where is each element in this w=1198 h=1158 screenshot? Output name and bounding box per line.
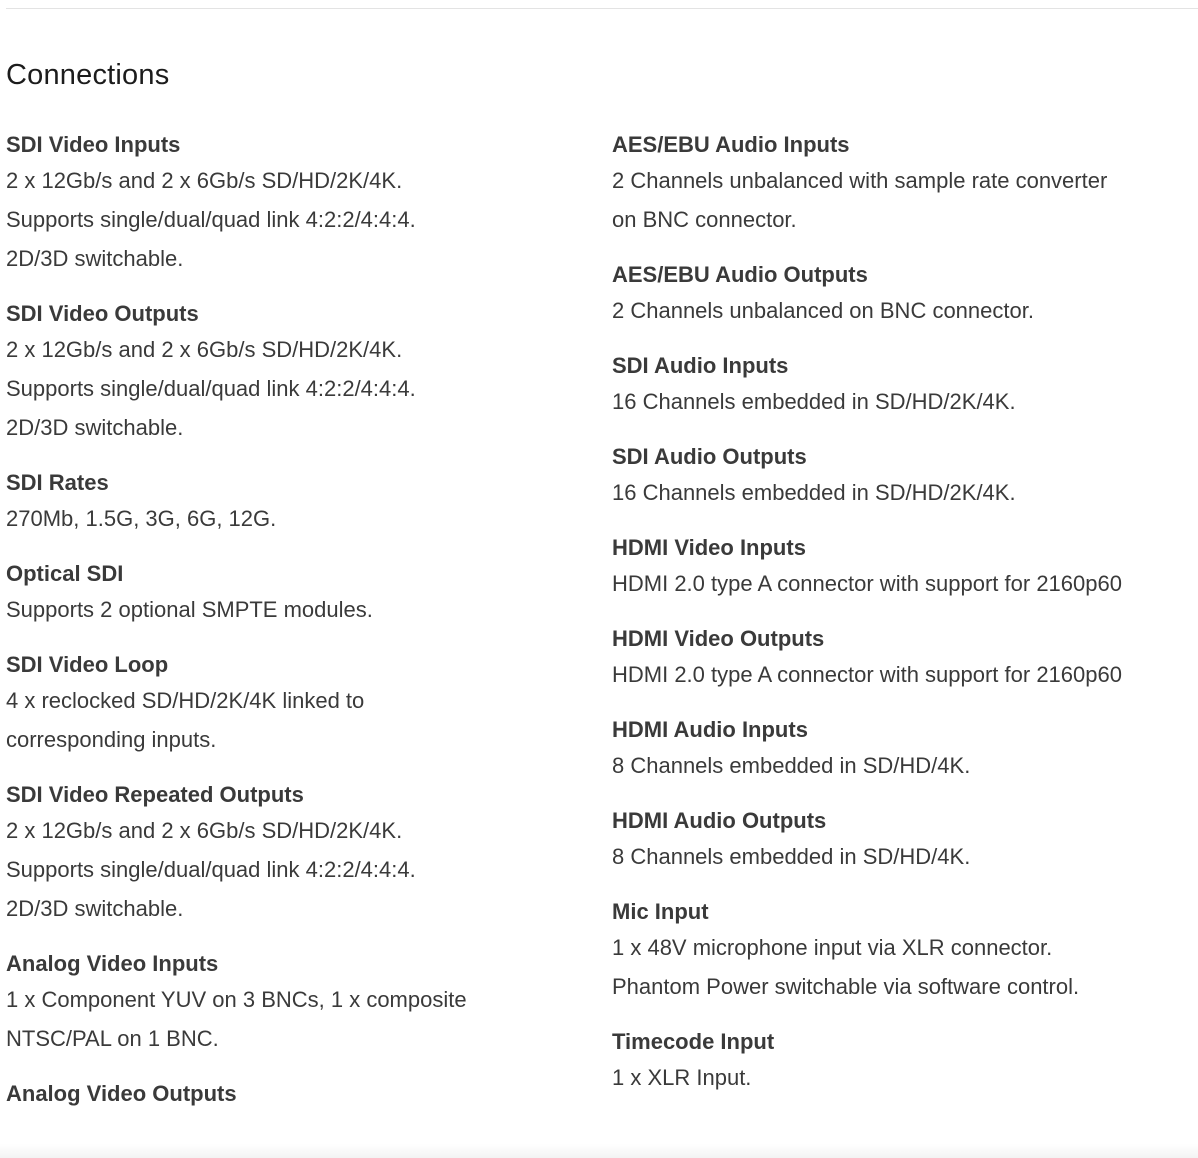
spec-value-line: HDMI 2.0 type A connector with support for 2160p60 [612, 662, 1122, 687]
spec-value-line: 2D/3D switchable. [6, 246, 184, 271]
spec-title: Optical SDI [6, 561, 124, 586]
bottom-fade [0, 1144, 1198, 1158]
spec-title: SDI Audio Inputs [612, 353, 789, 378]
spec-value-line: Phantom Power switchable via software control. [612, 974, 1080, 999]
spec-title: SDI Video Repeated Outputs [6, 782, 304, 807]
section-title: Connections [6, 59, 170, 91]
spec-title: AES/EBU Audio Inputs [612, 132, 850, 157]
spec-value-line: Supports single/dual/quad link 4:2:2/4:4:4. [6, 376, 416, 401]
spec-item [6, 297, 586, 447]
spec-item [612, 622, 1198, 694]
spec-value-line: 8 Channels embedded in SD/HD/4K. [612, 753, 971, 778]
spec-item [612, 440, 1198, 512]
spec-title: SDI Video Inputs [6, 132, 181, 157]
spec-item [612, 258, 1198, 330]
spec-value-line: Supports 2 optional SMPTE modules. [6, 597, 373, 622]
spec-item [6, 1077, 586, 1110]
spec-title: Mic Input [612, 899, 709, 924]
spec-title: SDI Audio Outputs [612, 444, 807, 469]
spec-value-line: corresponding inputs. [6, 727, 217, 752]
spec-value-line: 2 x 12Gb/s and 2 x 6Gb/s SD/HD/2K/4K. [6, 818, 403, 843]
spec-title: SDI Video Outputs [6, 301, 199, 326]
spec-title: Timecode Input [612, 1029, 775, 1054]
spec-title: HDMI Video Outputs [612, 626, 825, 651]
spec-item [6, 778, 586, 928]
spec-item [612, 531, 1198, 603]
spec-title: Analog Video Outputs [6, 1081, 237, 1106]
spec-item [612, 804, 1198, 876]
spec-item [612, 1025, 1198, 1097]
spec-item [6, 466, 586, 538]
spec-title: AES/EBU Audio Outputs [612, 262, 868, 287]
spec-value-line: 270Mb, 1.5G, 3G, 6G, 12G. [6, 506, 277, 531]
spec-value-line: Supports single/dual/quad link 4:2:2/4:4:4. [6, 207, 416, 232]
spec-title: HDMI Audio Inputs [612, 717, 808, 742]
spec-value-line: HDMI 2.0 type A connector with support for 2160p60 [612, 571, 1122, 596]
spec-value-line: 2D/3D switchable. [6, 896, 184, 921]
spec-value-line: 1 x XLR Input. [612, 1065, 752, 1090]
spec-title: HDMI Video Inputs [612, 535, 806, 560]
spec-value-line: 2D/3D switchable. [6, 415, 184, 440]
specs-right-column [612, 128, 1198, 1116]
spec-value-line: 4 x reclocked SD/HD/2K/4K linked to [6, 688, 365, 713]
spec-item [612, 349, 1198, 421]
specs-left-column [6, 128, 586, 1129]
spec-item [6, 557, 586, 629]
spec-value-line: 1 x Component YUV on 3 BNCs, 1 x composite [6, 987, 467, 1012]
spec-value-line: 2 Channels unbalanced with sample rate converter [612, 168, 1108, 193]
spec-title: HDMI Audio Outputs [612, 808, 827, 833]
spec-value-line: 1 x 48V microphone input via XLR connector. [612, 935, 1053, 960]
spec-item [612, 895, 1198, 1006]
top-divider [6, 8, 1198, 9]
spec-title: SDI Video Loop [6, 652, 169, 677]
spec-item [6, 128, 586, 278]
spec-value-line: 16 Channels embedded in SD/HD/2K/4K. [612, 480, 1016, 505]
spec-value-line: 8 Channels embedded in SD/HD/4K. [612, 844, 971, 869]
spec-item [6, 947, 586, 1058]
spec-title: SDI Rates [6, 470, 109, 495]
spec-title: Analog Video Inputs [6, 951, 219, 976]
spec-value-line: 2 Channels unbalanced on BNC connector. [612, 298, 1034, 323]
spec-item [6, 648, 586, 759]
spec-value-line: 2 x 12Gb/s and 2 x 6Gb/s SD/HD/2K/4K. [6, 168, 403, 193]
spec-item [612, 128, 1198, 239]
spec-value-line: 16 Channels embedded in SD/HD/2K/4K. [612, 389, 1016, 414]
spec-value-line: NTSC/PAL on 1 BNC. [6, 1026, 219, 1051]
spec-value-line: on BNC connector. [612, 207, 797, 232]
spec-value-line: Supports single/dual/quad link 4:2:2/4:4:4. [6, 857, 416, 882]
spec-item [612, 713, 1198, 785]
spec-value-line: 2 x 12Gb/s and 2 x 6Gb/s SD/HD/2K/4K. [6, 337, 403, 362]
